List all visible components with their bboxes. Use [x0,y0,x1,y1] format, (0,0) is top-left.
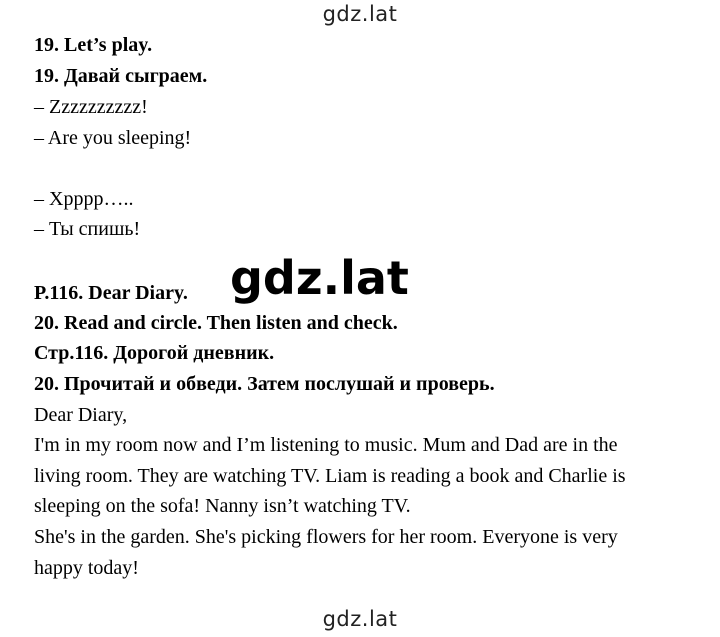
diary-line: happy today! [34,557,139,579]
diary-line: She's in the garden. She's picking flowers for her room. Everyone is very [34,526,618,548]
watermark-middle: gdz.lat [230,251,409,305]
diary-line: I'm in my room now and I’m listening to music. Mum and Dad are in the [34,434,618,456]
section-20-page-en: P.116. Dear Diary. [34,282,188,304]
section-19-heading-en: 19. Let’s play. [34,34,153,56]
diary-line: living room. They are watching TV. Liam is reading a book and Charlie is [34,465,626,487]
dialog-line: – Zzzzzzzzzz! [34,96,148,118]
dialog-line: – Хрррр….. [34,188,134,210]
watermark-bottom: gdz.lat [322,607,398,631]
dialog-line: – Are you sleeping! [34,127,192,149]
section-20-task-ru: 20. Прочитай и обведи. Затем послушай и проверь. [34,373,495,395]
section-20-page-ru: Стр.116. Дорогой дневник. [34,342,275,364]
dialog-line: – Ты спишь! [34,218,141,240]
diary-line: Dear Diary, [34,404,128,426]
diary-line: sleeping on the sofa! Nanny isn’t watching TV. [34,495,411,517]
section-19-heading-ru: 19. Давай сыграем. [34,65,208,87]
section-20-task-en: 20. Read and circle. Then listen and check. [34,312,398,334]
watermark-top: gdz.lat [322,2,398,26]
